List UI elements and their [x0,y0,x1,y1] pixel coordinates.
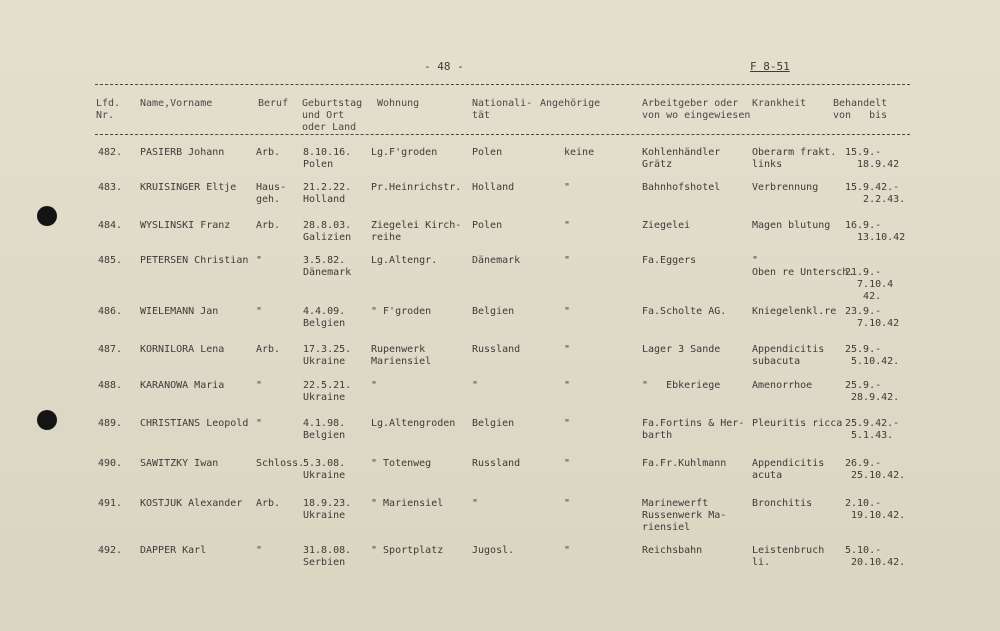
row-arbeitgeber: Ziegelei [642,220,691,231]
row-krankheit: Appendicitis acuta [752,458,825,481]
row-nationalitaet: Russland [472,344,521,355]
header-beruf: Beruf [258,98,289,109]
row-number: 483. [98,182,123,193]
row-angehoerige: " [564,344,571,355]
row-angehoerige: " [564,306,571,317]
row-angehoerige: " [564,182,571,193]
row-name: CHRISTIANS Leopold [140,418,249,429]
row-arbeitgeber: " Ebkeriege [642,380,721,391]
row-nationalitaet: " [472,380,479,391]
row-behandelt: 15.9.42.- 2.2.43. [845,182,906,205]
row-name: KOSTJUK Alexander [140,498,243,509]
row-geburt: 28.8.03. Galizien [303,220,352,243]
row-beruf: Arb. [256,147,281,158]
header-behandelt: Behandelt von bis [833,98,888,121]
row-beruf: Schloss. [256,458,305,469]
row-arbeitgeber: Lager 3 Sande [642,344,721,355]
punch-hole [37,410,57,430]
row-number: 488. [98,380,123,391]
row-arbeitgeber: Fa.Eggers [642,255,697,266]
row-geburt: 21.2.22. Holland [303,182,352,205]
row-arbeitgeber: Fa.Fr.Kuhlmann [642,458,727,469]
header-arbeitgeber: Arbeitgeber oder von wo eingewiesen [642,98,751,121]
row-name: KARANOWA Maria [140,380,225,391]
row-number: 492. [98,545,123,556]
row-behandelt: 25.9.- 28.9.42. [845,380,900,403]
row-name: PASIERB Johann [140,147,225,158]
row-number: 482. [98,147,123,158]
row-angehoerige: " [564,255,571,266]
row-name: PETERSEN Christian [140,255,249,266]
row-geburt: 5.3.08. Ukraine [303,458,346,481]
row-wohnung: " F'groden [371,306,432,317]
row-wohnung: " [371,380,378,391]
row-nationalitaet: Polen [472,220,503,231]
row-name: SAWITZKY Iwan [140,458,219,469]
header-top-rule [95,84,910,85]
row-nationalitaet: Jugosl. [472,545,515,556]
row-arbeitgeber: Kohlenhändler Grätz [642,147,721,170]
row-krankheit: Magen blutung [752,220,831,231]
row-wohnung: " Totenweg [371,458,432,469]
row-beruf: Arb. [256,344,281,355]
row-wohnung: Lg.F'groden [371,147,438,158]
row-wohnung: Lg.Altengr. [371,255,438,266]
row-beruf: " [256,306,263,317]
row-geburt: 3.5.82. Dänemark [303,255,352,278]
row-number: 491. [98,498,123,509]
row-geburt: 18.9.23. Ukraine [303,498,352,521]
row-geburt: 22.5.21. Ukraine [303,380,352,403]
row-angehoerige: " [564,545,571,556]
row-arbeitgeber: Marinewerft Russenwerk Ma- riensiel [642,498,727,533]
row-behandelt: 15.9.- 18.9.42 [845,147,900,170]
row-arbeitgeber: Fa.Scholte AG. [642,306,727,317]
row-krankheit: Verbrennung [752,182,819,193]
row-beruf: " [256,418,263,429]
row-beruf: Arb. [256,220,281,231]
row-angehoerige: " [564,220,571,231]
header-nationalitaet: Nationali- tät [472,98,533,121]
row-beruf: " [256,380,263,391]
row-angehoerige: " [564,458,571,469]
row-geburt: 31.8.08. Serbien [303,545,352,568]
row-krankheit: Kniegelenkl.re [752,306,837,317]
row-behandelt: 16.9.- 13.10.42 [845,220,906,243]
row-behandelt: 25.9.42.- 5.1.43. [845,418,900,441]
row-arbeitgeber: Reichsbahn [642,545,703,556]
header-name: Name,Vorname [140,98,213,109]
row-wohnung: " Mariensiel [371,498,444,509]
row-number: 489. [98,418,123,429]
row-nationalitaet: Holland [472,182,515,193]
header-wohnung: Wohnung [377,98,420,109]
row-arbeitgeber: Fa.Fortins & Her- barth [642,418,745,441]
row-wohnung: Ziegelei Kirch- reihe [371,220,462,243]
row-krankheit: Leistenbruch li. [752,545,825,568]
row-name: KORNILORA Lena [140,344,225,355]
row-behandelt: 2.10.- 19.10.42. [845,498,906,521]
row-name: KRUISINGER Eltje [140,182,237,193]
row-beruf: Arb. [256,498,281,509]
row-behandelt: 25.9.- 5.10.42. [845,344,900,367]
row-geburt: 17.3.25. Ukraine [303,344,352,367]
header-bottom-rule [95,134,910,135]
row-krankheit: Appendicitis subacuta [752,344,825,367]
row-beruf: Haus- geh. [256,182,287,205]
row-angehoerige: keine [564,147,595,158]
row-nationalitaet: Dänemark [472,255,521,266]
row-number: 486. [98,306,123,317]
row-krankheit: Pleuritis ricca [752,418,843,429]
row-krankheit: Amenorrhoe [752,380,813,391]
row-wohnung: " Sportplatz [371,545,444,556]
row-angehoerige: " [564,418,571,429]
row-beruf: " [256,545,263,556]
header-angehoerige: Angehörige [540,98,601,109]
row-name: DAPPER Karl [140,545,207,556]
row-nationalitaet: Polen [472,147,503,158]
row-wohnung: Lg.Altengroden [371,418,456,429]
header-geburt: Geburtstag und Ort oder Land [302,98,363,133]
header-lfd-nr: Lfd. Nr. [96,98,121,121]
header-krankheit: Krankheit [752,98,807,109]
row-arbeitgeber: Bahnhofshotel [642,182,721,193]
row-nationalitaet: Belgien [472,418,515,429]
row-angehoerige: " [564,498,571,509]
row-krankheit: Oberarm frakt. links [752,147,837,170]
row-krankheit: " Oben re Untersch. [752,255,855,278]
row-geburt: 8.10.16. Polen [303,147,352,170]
row-geburt: 4.4.09. Belgien [303,306,346,329]
row-name: WIELEMANN Jan [140,306,219,317]
row-beruf: " [256,255,263,266]
page-number: - 48 - [424,60,464,73]
row-krankheit: Bronchitis [752,498,813,509]
row-behandelt: 5.10.- 20.10.42. [845,545,906,568]
row-behandelt: 23.9.- 7.10.42 [845,306,900,329]
row-nationalitaet: " [472,498,479,509]
reference-code: F 8-51 [750,60,790,73]
row-wohnung: Pr.Heinrichstr. [371,182,462,193]
row-number: 490. [98,458,123,469]
row-geburt: 4.1.98. Belgien [303,418,346,441]
punch-hole [37,206,57,226]
row-wohnung: Rupenwerk Mariensiel [371,344,432,367]
row-number: 485. [98,255,123,266]
row-behandelt: 21.9.- 7.10.4 42. [845,267,894,302]
row-nationalitaet: Russland [472,458,521,469]
row-number: 487. [98,344,123,355]
row-behandelt: 26.9.- 25.10.42. [845,458,906,481]
row-name: WYSLINSKI Franz [140,220,231,231]
row-nationalitaet: Belgien [472,306,515,317]
row-number: 484. [98,220,123,231]
row-angehoerige: " [564,380,571,391]
